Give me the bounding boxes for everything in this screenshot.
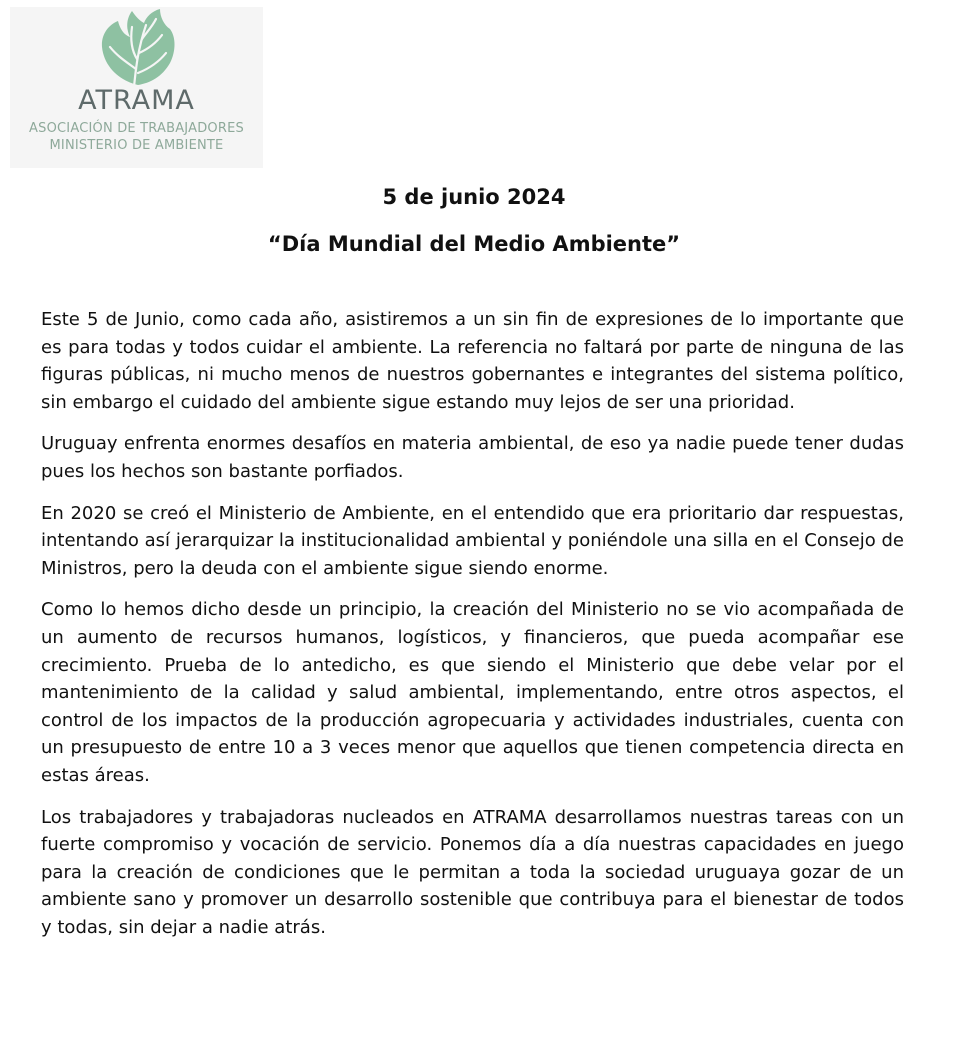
- paragraph-3: En 2020 se creó el Ministerio de Ambiente, en el entendido que era prioritario dar respuestas, intentando así jerarquizar la institucionalidad ambiental y poniéndole una silla en el Consejo de Ministros, pero la deuda con el ambiente sigue siendo enorme.: [41, 502, 904, 579]
- document-date: 5 de junio 2024: [382, 185, 566, 209]
- paragraph-2: Uruguay enfrenta enormes desafíos en materia ambiental, de eso ya nadie puede tener dudas pues los hechos son bastante porfiados.: [41, 433, 904, 482]
- logo-name: ATRAMA: [78, 85, 195, 116]
- atrama-logo: [10, 7, 263, 168]
- logo-subtitle-line2: MINISTERIO DE AMBIENTE: [49, 138, 224, 153]
- logo-subtitle-line1: ASOCIACIÓN DE TRABAJADORES: [29, 121, 244, 136]
- document-body: [41, 306, 904, 955]
- paragraph-4: Como lo hemos dicho desde un principio, la creación del Ministerio no se vio acompañada de un aumento de recursos humanos, logísticos, y financieros, que pueda acompañar ese crecimiento. Prueba de lo antedicho, es que siendo el Ministerio que debe velar por el mantenimiento de la calidad y salud ambiental, implementando, entre otros aspectos, el control de los impactos de la producción agropecuaria y actividades industriales, cuenta con un presupuesto de entre 10 a 3 veces menor que aquellos que tienen competencia directa en estas áreas.: [41, 599, 904, 786]
- paragraph-5: Los trabajadores y trabajadoras nucleados en ATRAMA desarrollamos nuestras tareas con un fuerte compromiso y vocación de servicio. Ponemos día a día nuestras capacidades en juego para la creación de condiciones que le permitan a toda la sociedad uruguaya gozar de un ambiente sano y promover un desarrollo sostenible que contribuya para el bienestar de todos y todas, sin dejar a nadie atrás.: [41, 806, 904, 938]
- leaf-icon: [98, 7, 178, 89]
- document-title: “Día Mundial del Medio Ambiente”: [267, 232, 681, 256]
- paragraph-1: Este 5 de Junio, como cada año, asistiremos a un sin fin de expresiones de lo importante que es para todas y todos cuidar el ambiente. La referencia no faltará por parte de ninguna de las figuras públicas, ni mucho menos de nuestros gobernantes e integrantes del sistema político, sin embargo el cuidado del ambiente sigue estando muy lejos de ser una prioridad.: [41, 309, 904, 413]
